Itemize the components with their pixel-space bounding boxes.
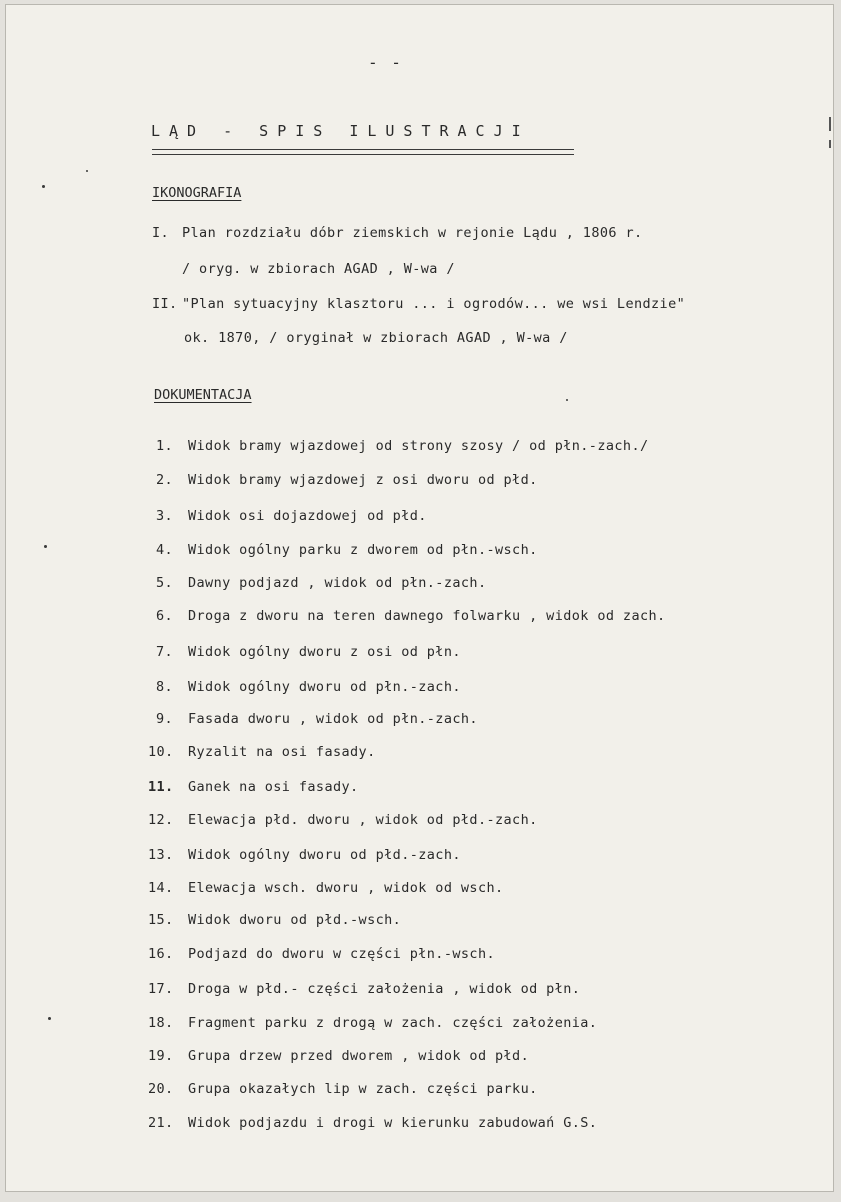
item-text: Widok ogólny dworu od płn.-zach. (188, 679, 461, 695)
item-number: 15. (148, 912, 174, 928)
list-item (148, 981, 580, 997)
item-number: 13. (148, 847, 174, 863)
list-item (148, 812, 538, 828)
list-item (156, 644, 461, 660)
list-item (156, 508, 427, 524)
list-item (148, 1015, 597, 1031)
item-text: Grupa okazałych lip w zach. części parku. (188, 1081, 538, 1097)
item-text: Widok bramy wjazdowej od strony szosy / od płn.-zach./ (188, 438, 649, 454)
item-number: 12. (148, 812, 174, 828)
item-text: Elewacja wsch. dworu , widok od wsch. (188, 880, 504, 896)
item-text: Droga w płd.- części założenia , widok od płn. (188, 981, 581, 997)
item-number: 14. (148, 880, 174, 896)
item-text: Elewacja płd. dworu , widok od płd.-zach. (188, 812, 538, 828)
item-text: Ryzalit na osi fasady. (188, 744, 376, 760)
list-item (156, 711, 478, 727)
item-text: Plan rozdziału dóbr ziemskich w rejonie Lądu , 1806 r. (182, 225, 643, 241)
iconography-item-continuation: ok. 1870, / oryginał w zbiorach AGAD , W-wa / (184, 330, 568, 346)
page-marker: - - (368, 53, 403, 72)
item-number: 8. (156, 679, 174, 695)
list-item (156, 575, 486, 591)
item-text: Widok bramy wjazdowej z osi dworu od płd. (188, 472, 538, 488)
item-number: 19. (148, 1048, 174, 1064)
paper-speck (86, 170, 88, 172)
item-text: "Plan sytuacyjny klasztoru ... i ogrodów... we wsi Lendzie" (182, 296, 686, 312)
edge-mark (829, 140, 831, 148)
list-item (148, 1115, 597, 1131)
item-text: Widok ogólny dworu od płd.-zach. (188, 847, 461, 863)
documentation-heading: DOKUMENTACJA (154, 387, 252, 403)
list-item (148, 847, 461, 863)
list-item (148, 946, 495, 962)
item-number: 5. (156, 575, 174, 591)
item-text: Ganek na osi fasady. (188, 779, 359, 795)
item-text: Widok podjazdu i drogi w kierunku zabudowań G.S. (188, 1115, 598, 1131)
title-double-underline (152, 149, 574, 155)
item-number: 10. (148, 744, 174, 760)
iconography-item (152, 296, 685, 312)
list-item (156, 438, 649, 454)
document-page (5, 4, 834, 1192)
item-text: Podjazd do dworu w części płn.-wsch. (188, 946, 495, 962)
iconography-item (152, 225, 643, 241)
iconography-heading: IKONOGRAFIA (152, 185, 242, 201)
item-number: 11. (148, 779, 174, 795)
item-text: Widok ogólny parku z dworem od płn.-wsch. (188, 542, 538, 558)
list-item (156, 679, 461, 695)
paper-speck (566, 399, 568, 401)
item-number: 20. (148, 1081, 174, 1097)
list-item (148, 779, 359, 795)
item-number: 7. (156, 644, 174, 660)
item-text: Widok ogólny dworu z osi od płn. (188, 644, 461, 660)
edge-mark (829, 117, 831, 131)
page-title: LĄD - SPIS ILUSTRACJI (151, 122, 530, 140)
list-item (156, 608, 666, 624)
list-item (148, 1081, 538, 1097)
paper-speck (48, 1017, 51, 1020)
item-number: 16. (148, 946, 174, 962)
item-number: 6. (156, 608, 174, 624)
list-item (148, 744, 376, 760)
item-number: 3. (156, 508, 174, 524)
item-number: 4. (156, 542, 174, 558)
item-number: 21. (148, 1115, 174, 1131)
item-text: Fasada dworu , widok od płn.-zach. (188, 711, 478, 727)
item-text: Grupa drzew przed dworem , widok od płd. (188, 1048, 530, 1064)
paper-speck (44, 545, 47, 548)
item-text: Widok osi dojazdowej od płd. (188, 508, 427, 524)
list-item (148, 880, 504, 896)
paper-speck (42, 185, 45, 188)
item-text: Dawny podjazd , widok od płn.-zach. (188, 575, 487, 591)
item-number: 2. (156, 472, 174, 488)
list-item (148, 1048, 529, 1064)
item-number: II. (152, 296, 178, 312)
item-number: 1. (156, 438, 174, 454)
item-number: I. (152, 225, 170, 241)
item-number: 18. (148, 1015, 174, 1031)
item-text: Fragment parku z drogą w zach. części założenia. (188, 1015, 598, 1031)
item-text: Droga z dworu na teren dawnego folwarku , widok od zach. (188, 608, 666, 624)
item-number: 9. (156, 711, 174, 727)
item-text: Widok dworu od płd.-wsch. (188, 912, 402, 928)
iconography-item-continuation: / oryg. w zbiorach AGAD , W-wa / (182, 261, 455, 277)
list-item (156, 472, 538, 488)
item-number: 17. (148, 981, 174, 997)
list-item (148, 912, 401, 928)
list-item (156, 542, 538, 558)
